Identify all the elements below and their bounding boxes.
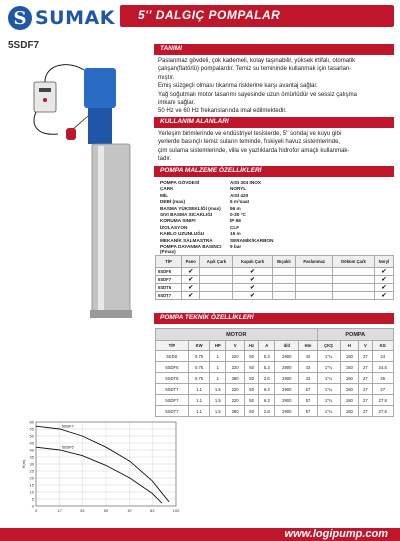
tech-cell: 50: [244, 406, 258, 417]
control-panel-light: [43, 98, 47, 102]
pump-motor-head: [84, 68, 116, 108]
tech-cell: 1"¼: [317, 406, 340, 417]
series-line: [36, 447, 162, 503]
tech-cell: 150: [340, 373, 359, 384]
check-icon: ✔: [182, 284, 200, 292]
y-tick-label: 40: [29, 447, 34, 453]
tech-header-cell: HP: [210, 341, 226, 351]
y-tick-label: 45: [29, 440, 34, 446]
spec-row: [160, 212, 390, 218]
check-icon: ✔: [233, 268, 272, 276]
tech-cell: 1: [210, 362, 226, 373]
y-tick-label: 15: [29, 482, 34, 488]
y-tick-label: 30: [29, 461, 34, 467]
spec-value: 15 m: [230, 231, 241, 237]
tech-cell: 220: [226, 384, 245, 395]
y-tick-label: 35: [29, 454, 34, 460]
spec-row: [160, 244, 390, 254]
tech-cell: 5SDT7: [156, 384, 189, 395]
tech-cell: 27: [359, 384, 372, 395]
x-tick-label: 67: [127, 508, 133, 513]
table-row: [156, 395, 394, 406]
tech-cell: 27: [372, 384, 394, 395]
y-tick-label: 10: [29, 489, 34, 495]
footer-url: www.logipump.com: [284, 528, 388, 540]
group-motor: MOTOR: [156, 329, 318, 341]
spec-key: KABLO UZUNLUĞU: [160, 231, 205, 237]
page-title: 5'' DALGIÇ POMPALAR: [138, 8, 281, 22]
tech-cell: 2900: [275, 373, 299, 384]
y-axis-label: H(m): [21, 459, 26, 469]
table-row: [156, 276, 394, 284]
series-label: 5SDF5: [61, 445, 74, 450]
spec-row: [160, 231, 390, 237]
spec-key: POMPA GÖVDESİ: [160, 180, 200, 185]
empty-cell: [200, 276, 233, 284]
tech-cell: 24.5: [372, 362, 394, 373]
section-teknik: POMPA TEKNİK ÖZELLİKLERİ: [154, 313, 394, 324]
section-kullanim: KULLANIM ALANLARI: [154, 117, 394, 128]
kullanim-text: Yerleşim birimlerinde ve endüstriyel tesislerde, 5'' sondaj ve kuyu gibi yerlerde basınçlı temiz suların teminde, fıskiyeli havuz sistemlerinde, çim sulama sistemlerinde, villa ve yazlıklarda hidrofor amaçlı kullanmak- tadır.: [158, 131, 350, 163]
footer-bar: [0, 528, 400, 541]
tech-cell: 2900: [275, 351, 299, 362]
tech-cell: 42: [299, 351, 317, 362]
tech-cell: 0.75: [188, 373, 209, 384]
tech-cell: 1: [210, 373, 226, 384]
spec-value: 6 m³saat: [230, 199, 250, 205]
tech-header-cell: d/d: [275, 341, 299, 351]
tech-cell: 1"¼: [317, 395, 340, 406]
tech-cell: 27.6: [372, 406, 394, 417]
tech-cell: 57: [299, 384, 317, 395]
empty-cell: [200, 292, 233, 300]
pump-base: [90, 310, 132, 318]
empty-cell: [333, 292, 375, 300]
tech-cell: 50: [244, 362, 258, 373]
tech-cell: 27: [359, 406, 372, 417]
tech-cell: 27: [359, 395, 372, 406]
tech-cell: 6.3: [259, 384, 275, 395]
y-tick-label: 50: [29, 433, 34, 439]
table-row: [156, 284, 394, 292]
tech-cell: 2900: [275, 384, 299, 395]
tech-cell: 5.3: [259, 362, 275, 373]
tech-header-cell: KW: [188, 341, 209, 351]
tech-header-cell: Hm: [299, 341, 317, 351]
tech-cell: 2900: [275, 406, 299, 417]
tech-cell: 50: [244, 373, 258, 384]
pump-highlight: [98, 146, 104, 312]
tech-cell: 380: [226, 373, 245, 384]
spec-value: 9 bar: [230, 244, 242, 249]
tech-cell: 6.3: [259, 395, 275, 406]
empty-cell: [272, 276, 296, 284]
table-row: [156, 373, 394, 384]
tech-cell: 50: [244, 384, 258, 395]
tech-cell: 24: [372, 351, 394, 362]
spec-value: 0-30 °C: [230, 212, 246, 217]
mat-header-cell: Kapalı Çark: [233, 256, 272, 268]
spec-key: KORUMA SINIFI: [160, 218, 196, 224]
tech-cell: 5SDT7: [156, 406, 189, 417]
check-icon: ✔: [374, 284, 393, 292]
technical-table: [155, 328, 394, 417]
mat-header-cell: Açık Çark: [200, 256, 233, 268]
spec-key: MEKANİK SALMASTRA: [160, 237, 213, 243]
spec-value: SERAMİK/KARBON: [230, 237, 274, 243]
tech-cell: 26: [372, 373, 394, 384]
tech-cell: 220: [226, 362, 245, 373]
tech-header-cell: H: [340, 341, 359, 351]
check-icon: ✔: [182, 292, 200, 300]
empty-cell: [272, 284, 296, 292]
y-tick-label: 5: [31, 496, 34, 502]
tech-cell: 5SDS: [156, 351, 189, 362]
tech-cell: 150: [340, 384, 359, 395]
mat-type-cell: 5SDT5: [156, 284, 182, 292]
empty-cell: [296, 292, 333, 300]
tanimi-text: Paslanmaz gövdeli, çok kademeli, kolay taşınabilir, yüksek irtifalı, otomatik çalışan(flatörlü) pompalardır. Temiz su temininde kullanmak için tasarlan- mıştır. Emiş süzgeçli olması tıkanma risklerine karşı avantaj sağlar. Yağ soğutmalı motor tasarımı sayesinde uzun ömürlüdür ve sessiz çalışma imkanı sağlar. 50 Hz ve 60 Hz frekanslarında imal edilmektedir.: [158, 58, 357, 115]
tech-cell: 5SDF5: [156, 362, 189, 373]
spec-row: [160, 206, 390, 212]
empty-cell: [296, 268, 333, 276]
x-tick-label: 100: [172, 508, 180, 513]
tech-cell: 150: [340, 406, 359, 417]
tech-cell: 5.3: [259, 351, 275, 362]
tech-cell: 27: [359, 351, 372, 362]
table-row: [156, 362, 394, 373]
tech-cell: 0.75: [188, 351, 209, 362]
tech-cell: 2.6: [259, 373, 275, 384]
check-icon: ✔: [374, 268, 393, 276]
logo-text: SUMAK: [35, 7, 115, 29]
pump-motor-body: [88, 108, 112, 144]
tech-header-cell: KG: [372, 341, 394, 351]
material-table: [155, 255, 394, 300]
tech-header-cell: A: [259, 341, 275, 351]
logo-mark: S: [8, 6, 32, 30]
spec-row: [160, 238, 390, 244]
spec-key: POMPA DAYANMA BASINCI (Pmax): [160, 244, 222, 254]
tech-cell: 57: [299, 406, 317, 417]
pump-steel-body: [92, 144, 130, 314]
check-icon: ✔: [374, 292, 393, 300]
check-icon: ✔: [233, 292, 272, 300]
spec-value: NORYL: [230, 186, 247, 192]
tech-cell: 220: [226, 351, 245, 362]
empty-cell: [296, 276, 333, 284]
check-icon: ✔: [233, 284, 272, 292]
tech-cell: 2900: [275, 395, 299, 406]
tech-cell: 50: [244, 351, 258, 362]
table-row: [156, 384, 394, 395]
control-panel-box: [34, 82, 56, 112]
tech-cell: 2.8: [259, 406, 275, 417]
empty-cell: [200, 268, 233, 276]
tech-cell: 0.75: [188, 362, 209, 373]
spec-value: CLF: [230, 224, 240, 230]
empty-cell: [272, 268, 296, 276]
tech-cell: 220: [226, 395, 245, 406]
mat-type-cell: 5SDF5: [156, 268, 182, 276]
tech-cell: 150: [340, 395, 359, 406]
tech-cell: 1.5: [210, 406, 226, 417]
check-icon: ✔: [182, 268, 200, 276]
tech-cell: 1"¼: [317, 384, 340, 395]
mat-header-cell: Paslanmaz: [296, 256, 333, 268]
tech-cell: 57: [299, 395, 317, 406]
check-icon: ✔: [182, 276, 200, 284]
empty-cell: [333, 276, 375, 284]
float-cable: [72, 116, 88, 130]
table-row: [156, 292, 394, 300]
spec-key: ÇARK: [160, 186, 174, 192]
tech-cell: 1"¼: [317, 362, 340, 373]
mat-header-cell: TİP: [156, 256, 182, 268]
empty-cell: [333, 268, 375, 276]
tech-cell: 1.1: [188, 384, 209, 395]
tech-cell: 1"¼: [317, 373, 340, 384]
tech-cell: 1.5: [210, 395, 226, 406]
power-cable: [45, 65, 84, 82]
table-row: [156, 351, 394, 362]
tech-cell: 2900: [275, 362, 299, 373]
y-tick-label: 20: [29, 475, 34, 481]
check-icon: ✔: [374, 276, 393, 284]
tech-cell: 27: [359, 362, 372, 373]
spec-value: AISI 304 INOX: [230, 180, 262, 185]
mat-header-cell: Döküm Çark: [333, 256, 375, 268]
spec-value: 56 m: [230, 205, 241, 211]
empty-cell: [333, 284, 375, 292]
mat-type-cell: 5SDT7: [156, 292, 182, 300]
mat-type-cell: 5SDF7: [156, 276, 182, 284]
spec-key: BASMA YÜKSEKLİĞİ (max): [160, 205, 221, 211]
tech-cell: 27: [359, 373, 372, 384]
tech-header-cell: V: [226, 341, 245, 351]
spec-value: IP 68: [230, 218, 241, 224]
section-tanimi: TANIMI: [154, 44, 394, 55]
tech-cell: 27.8: [372, 395, 394, 406]
tech-header-cell: Hz: [244, 341, 258, 351]
control-panel-display: [39, 88, 51, 92]
tech-cell: 380: [226, 406, 245, 417]
series-label: 5SDF7: [61, 424, 74, 429]
tech-cell: 1: [210, 351, 226, 362]
empty-cell: [272, 292, 296, 300]
tech-header-cell: ÇKŞ: [317, 341, 340, 351]
mat-header-cell: Noryl: [374, 256, 393, 268]
header-bar: [120, 5, 394, 27]
x-tick-label: 33: [79, 508, 85, 513]
float-switch: [66, 128, 76, 140]
spec-key: SIVI BASMA SICAKLIĞI: [160, 212, 213, 217]
tech-cell: 5SDF7: [156, 395, 189, 406]
x-tick-label: 0: [34, 508, 38, 513]
tech-cell: 50: [244, 395, 258, 406]
spec-key: DEBİ (max): [160, 199, 186, 205]
y-tick-label: 0: [31, 503, 34, 509]
y-tick-label: 60: [29, 419, 34, 425]
spec-row: [160, 180, 390, 186]
spec-row: [160, 199, 390, 205]
spec-key: MİL: [160, 192, 169, 198]
brand-logo: [8, 6, 118, 30]
tech-cell: 1.5: [210, 384, 226, 395]
table-row: [156, 268, 394, 276]
tech-cell: 42: [299, 362, 317, 373]
product-image: [28, 56, 148, 326]
mat-header-cell: Bıçaklı: [272, 256, 296, 268]
y-tick-label: 25: [29, 468, 34, 474]
x-tick-label: 83: [149, 508, 155, 513]
mat-header-cell: Pano: [182, 256, 200, 268]
spec-key: İZOLASYON: [160, 224, 188, 230]
power-cable-2: [34, 112, 58, 134]
empty-cell: [296, 284, 333, 292]
spec-row: [160, 186, 390, 192]
tech-cell: 1"¼: [317, 351, 340, 362]
tech-cell: 150: [340, 362, 359, 373]
tech-cell: 1.1: [188, 406, 209, 417]
tech-cell: 1.1: [188, 395, 209, 406]
spec-row: [160, 218, 390, 224]
section-malzeme: POMPA MALZEME ÖZELLİKLERİ: [154, 166, 394, 177]
y-tick-label: 55: [29, 426, 34, 432]
x-tick-label: 50: [103, 508, 109, 513]
spec-value: AISI 420: [230, 192, 249, 198]
spec-row: [160, 193, 390, 199]
tech-cell: 42: [299, 373, 317, 384]
model-code: 5SDF7: [8, 40, 40, 51]
x-tick-label: 17: [57, 508, 63, 513]
performance-chart: [22, 418, 182, 518]
table-row: [156, 406, 394, 417]
group-pompa: POMPA: [317, 329, 393, 341]
check-icon: ✔: [233, 276, 272, 284]
tech-header-cell: TİP: [156, 341, 189, 351]
empty-cell: [200, 284, 233, 292]
tech-cell: 5SDT5: [156, 373, 189, 384]
tech-cell: 150: [340, 351, 359, 362]
tech-header-cell: V: [359, 341, 372, 351]
